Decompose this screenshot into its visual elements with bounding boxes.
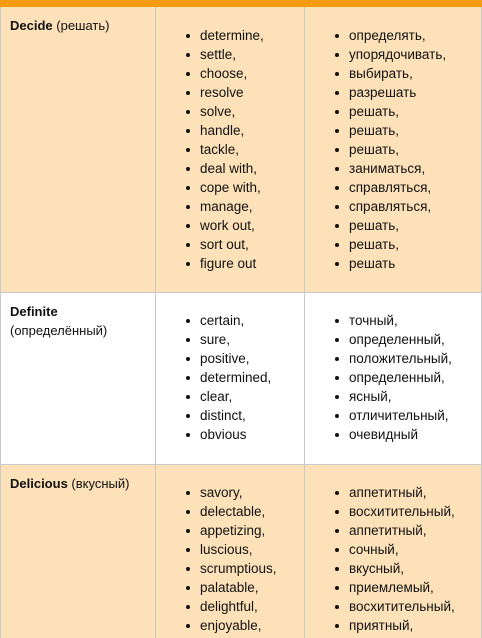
list-item: work out, — [156, 216, 304, 235]
list-item: manage, — [156, 197, 304, 216]
list-item: решать, — [305, 102, 481, 121]
list-item: решать, — [305, 140, 481, 159]
headword-english: Delicious — [10, 475, 68, 491]
list-item: аппетитный, — [305, 521, 481, 540]
list-item: settle, — [156, 45, 304, 64]
list-item: справляться, — [305, 197, 481, 216]
list-item: figure out — [156, 254, 304, 273]
headword-cell — [1, 292, 156, 464]
list-item: enjoyable, — [156, 616, 304, 635]
headword-translation: (решать) — [56, 18, 110, 33]
headword — [1, 7, 155, 35]
list-item: choose, — [156, 64, 304, 83]
list-item: сочный, — [305, 540, 481, 559]
synonyms-cell — [156, 464, 305, 638]
list-item: certain, — [156, 311, 304, 330]
synonyms-cell — [156, 292, 305, 464]
list-item: delightful, — [156, 597, 304, 616]
synonym-list — [156, 293, 304, 444]
vocabulary-table — [0, 7, 482, 638]
table-row — [1, 292, 482, 464]
list-item: clear, — [156, 387, 304, 406]
list-item: решать, — [305, 216, 481, 235]
list-item: справляться, — [305, 178, 481, 197]
list-item: scrumptious, — [156, 559, 304, 578]
list-item: appetizing, — [156, 521, 304, 540]
list-item: решать, — [305, 121, 481, 140]
synonyms-cell — [156, 7, 305, 292]
list-item: determine, — [156, 26, 304, 45]
list-item: obvious — [156, 425, 304, 444]
list-item: отличительный, — [305, 406, 481, 425]
list-item: handle, — [156, 121, 304, 140]
list-item: cope with, — [156, 178, 304, 197]
headword-english: Decide — [10, 18, 53, 33]
list-item: distinct, — [156, 406, 304, 425]
headword-translation: (вкусный) — [71, 475, 130, 491]
synonym-list — [156, 7, 304, 273]
list-item: savory, — [156, 483, 304, 502]
list-item: вкусный, — [305, 559, 481, 578]
list-item: точный, — [305, 311, 481, 330]
list-item: tackle, — [156, 140, 304, 159]
list-item: sort out, — [156, 235, 304, 254]
translations-cell — [305, 292, 482, 464]
list-item: solve, — [156, 102, 304, 121]
list-item: положительный, — [305, 349, 481, 368]
headword — [1, 465, 155, 493]
list-item: заниматься, — [305, 159, 481, 178]
list-item: palatable, — [156, 578, 304, 597]
list-item: positive, — [156, 349, 304, 368]
list-item: очевидный — [305, 425, 481, 444]
list-item: решать — [305, 254, 481, 273]
list-item: восхитительный, — [305, 597, 481, 616]
list-item: определенный, — [305, 368, 481, 387]
list-item: выбирать, — [305, 64, 481, 83]
list-item: deal with, — [156, 159, 304, 178]
list-item: delectable, — [156, 502, 304, 521]
translations-cell — [305, 464, 482, 638]
list-item: luscious, — [156, 540, 304, 559]
headword-english: Definite — [10, 303, 58, 319]
list-item: аппетитный, — [305, 483, 481, 502]
list-item: resolve — [156, 83, 304, 102]
top-accent-bar — [0, 0, 482, 7]
table-row — [1, 7, 482, 292]
headword-cell — [1, 7, 156, 292]
translation-list — [305, 7, 481, 273]
list-item: sure, — [156, 330, 304, 349]
list-item: determined, — [156, 368, 304, 387]
list-item: определенный, — [305, 330, 481, 349]
list-item: упорядочивать, — [305, 45, 481, 64]
headword-translation: (определённый) — [10, 322, 108, 338]
list-item: определять, — [305, 26, 481, 45]
list-item: разрешать — [305, 83, 481, 102]
headword-cell — [1, 464, 156, 638]
list-item: восхитительный, — [305, 502, 481, 521]
translations-cell — [305, 7, 482, 292]
translation-list — [305, 293, 481, 444]
list-item: приятный, — [305, 616, 481, 635]
headword — [1, 293, 155, 340]
list-item: приемлемый, — [305, 578, 481, 597]
table-row — [1, 464, 482, 638]
synonym-list — [156, 465, 304, 635]
list-item: ясный, — [305, 387, 481, 406]
list-item: решать, — [305, 235, 481, 254]
translation-list — [305, 465, 481, 635]
